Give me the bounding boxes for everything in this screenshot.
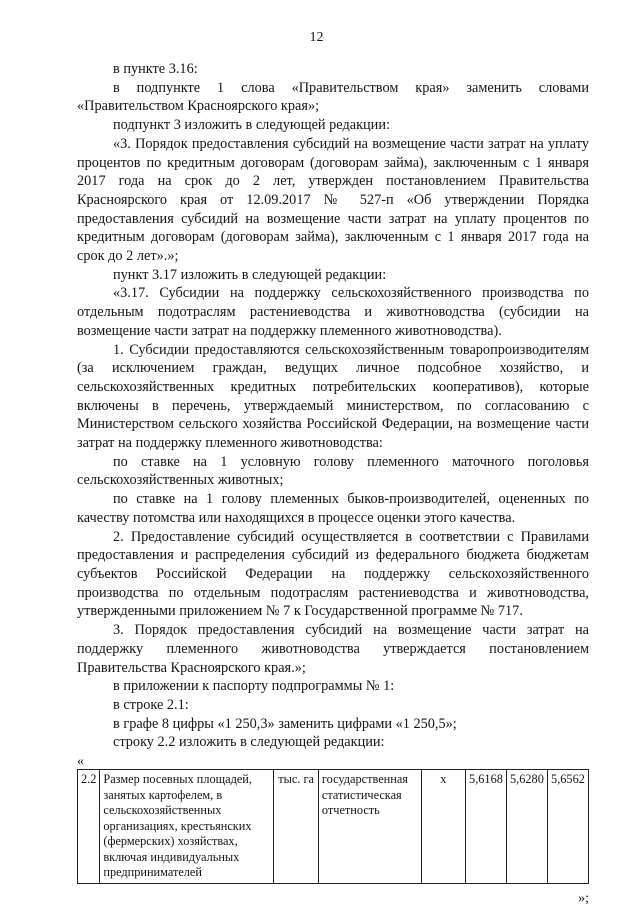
indicator-table — [77, 769, 589, 884]
document-body — [77, 60, 589, 908]
opening-quote: « — [77, 754, 84, 770]
unit-cell: тыс. га — [274, 770, 319, 884]
paragraph: в пункте 3.16: — [113, 61, 198, 77]
paragraph: по ставке на 1 голову племенных быков-производителей, оцененных по качеству потомства или находящихся в процессе оценки этого качества. — [77, 491, 589, 526]
table-row — [78, 770, 589, 884]
paragraph: в приложении к паспорту подпрограммы № 1: — [113, 678, 395, 695]
paragraph: пункт 3.17 изложить в следующей редакции: — [113, 266, 387, 283]
page-number: 12 — [309, 30, 324, 45]
closing-quote: »; — [578, 890, 589, 906]
paragraph: в графе 8 цифры «1 250,3» заменить цифрами «1 250,5»; — [113, 715, 457, 732]
paragraph: строку 2.2 изложить в следующей редакции: — [113, 734, 385, 751]
paragraph: в подпункте 1 слова «Правительством края» заменить словами «Правительством Красноярского края»; — [77, 79, 589, 115]
paragraph: «3.17. Субсидии на поддержку сельскохозяйственного производства по отдельным подотраслям растениеводства и животноводства (субсидии на возмещение части затрат на поддержку племенного животноводства). — [77, 285, 589, 339]
paragraph: «3. Порядок предоставления субсидий на возмещение части затрат на уплату процентов по кредитным договорам (договорам займа), заключенным с 1 января 2017 года на срок до 2 лет, утвержден постановлением Правительства Красноярского края от 12.09.2017 № 527-п «Об утверждении Порядка предоставления субсидий на возмещение части затрат на уплату процентов по кредитным договорам (договорам займа), заключенным с 1 января 2017 года на срок до 2 лет».»; — [77, 135, 589, 265]
value-cell: 5,6280 — [506, 770, 547, 884]
paragraph: 2. Предоставление субсидий осуществляется в соответствии с Правилами предоставления и распределения субсидий из федерального бюджета бюджетам субъектов Российской Федерации на поддержку сельскохозяйственного производства по отдельным подотраслям растениеводства и животноводства, утвержденными приложением № 7 к Государственной программе № 717. — [77, 528, 589, 620]
weight-cell: x — [421, 770, 465, 884]
paragraph: 1. Субсидии предоставляются сельскохозяйственным товаропроизводителям (за исключением граждан, ведущих личное подсобное хозяйство, и сельскохозяйственных кредитных потребительских кооперативов), которые включены в перечень, утверждаемый министерством, по согласованию с Министерством сельского хозяйства Российской Федерации, на возмещение части затрат на поддержку племенного животноводства: — [77, 341, 589, 452]
source-cell: государственная статистическая отчетность — [318, 770, 421, 884]
paragraph: в строке 2.1: — [113, 696, 189, 713]
value-cell: 5,6562 — [547, 770, 588, 884]
paragraph: по ставке на 1 условную голову племенного маточного поголовья сельскохозяйственных животных; — [77, 453, 589, 489]
paragraph: 3. Порядок предоставления субсидий на возмещение части затрат на поддержку племенного животноводства утверждается постановлением Правительства Красноярского края.»; — [77, 622, 589, 676]
row-number: 2.2 — [78, 770, 100, 884]
paragraph: подпункт 3 изложить в следующей редакции: — [113, 117, 390, 134]
value-cell: 5,6168 — [465, 770, 506, 884]
indicator-name: Размер посевных площадей, занятых картофелем, в сельскохозяйственных организациях, крестьянских (фермерских) хозяйствах, включая индивидуальных предпринимателей — [100, 770, 274, 884]
